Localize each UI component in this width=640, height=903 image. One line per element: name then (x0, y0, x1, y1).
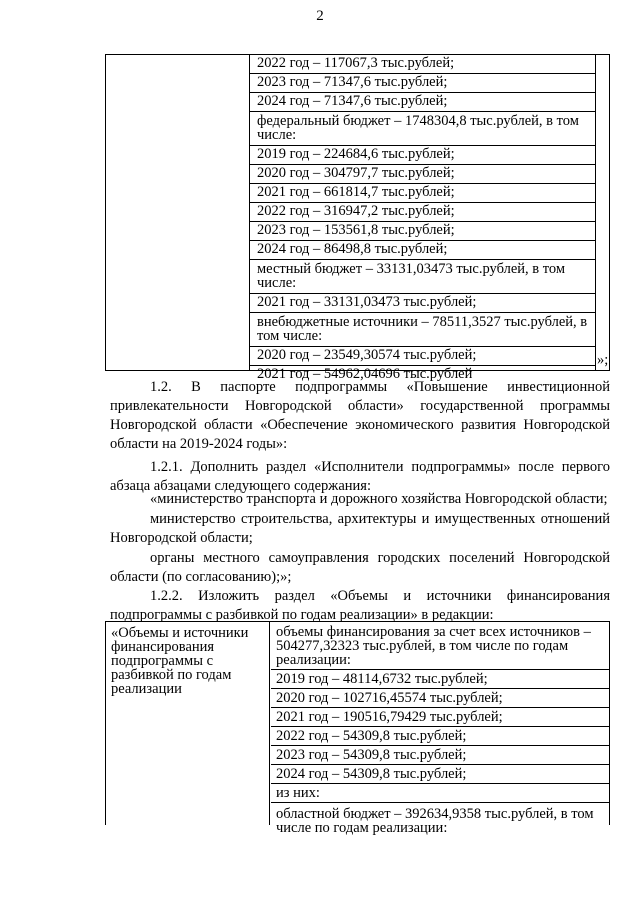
table-row: 2023 год – 153561,8 тыс.рублей; (250, 222, 595, 241)
paragraph-1-2-1: 1.2.1. Дополнить раздел «Исполнители подпрограммы» после первого абзаца абзацами следующего содержания: (110, 459, 610, 494)
table-row: внебюджетные источники – 78511,3527 тыс.рублей, в том числе: (250, 313, 595, 347)
table-value-column (250, 55, 595, 385)
paragraph-local-government: органы местного самоуправления городских поселений Новгородской области (по согласованию);»; (110, 550, 610, 585)
table-row: 2022 год – 54309,8 тыс.рублей; (271, 727, 609, 746)
table-value-column (271, 622, 609, 841)
paragraph-1-2: 1.2. В паспорте подпрограммы «Повышение инвестиционной привлекательности Новгородской области» государственной программы Новгородской области «Обеспечение экономического развития Новгородской области на 2019-2024 годы»: (110, 379, 610, 452)
financing-table-continued (105, 54, 610, 382)
page-number: 2 (316, 8, 324, 24)
table-row: объемы финансирования за счет всех источников – 504277,32323 тыс.рублей, в том числе по годам реализации: (271, 622, 609, 670)
table-column-divider (595, 55, 596, 370)
paragraph-ministry-transport: «министерство транспорта и дорожного хозяйства Новгородской области; (150, 491, 608, 507)
table-row: федеральный бюджет – 1748304,8 тыс.рублей, в том числе: (250, 112, 595, 146)
table-row: 2021 год – 190516,79429 тыс.рублей; (271, 708, 609, 727)
table-row: 2022 год – 117067,3 тыс.рублей; (250, 55, 595, 74)
table-row: местный бюджет – 33131,03473 тыс.рублей, в том числе: (250, 260, 595, 294)
table-row: 2024 год – 71347,6 тыс.рублей; (250, 93, 595, 112)
table-row: 2024 год – 86498,8 тыс.рублей; (250, 241, 595, 260)
table-row: 2021 год – 54962,04696 тыс.рублей (257, 366, 473, 382)
table-row: 2024 год – 54309,8 тыс.рублей; (271, 765, 609, 784)
table-row: областной бюджет – 392634,9358 тыс.рублей, в том числе по годам реализации: (276, 806, 594, 836)
table-row: 2020 год – 23549,30574 тыс.рублей; (250, 347, 595, 366)
table-row: 2023 год – 54309,8 тыс.рублей; (271, 746, 609, 765)
table-row: 2021 год – 661814,7 тыс.рублей; (250, 184, 595, 203)
table-row: 2019 год – 48114,6732 тыс.рублей; (271, 670, 609, 689)
table-row: 2020 год – 102716,45574 тыс.рублей; (271, 689, 609, 708)
table-row: 2021 год – 33131,03473 тыс.рублей; (250, 294, 595, 313)
table-row: 2020 год – 304797,7 тыс.рублей; (250, 165, 595, 184)
table-row: 2019 год – 224684,6 тыс.рублей; (250, 146, 595, 165)
closing-quote: »; (597, 352, 609, 368)
table-row: 2022 год – 316947,2 тыс.рублей; (250, 203, 595, 222)
table-row: 2023 год – 71347,6 тыс.рублей; (250, 74, 595, 93)
paragraph-1-2-2: 1.2.2. Изложить раздел «Объемы и источники финансирования подпрограммы с разбивкой по годам реализации» в редакции: (110, 588, 610, 623)
financing-table (105, 621, 610, 836)
table-row: из них: (271, 784, 609, 803)
table-label-cell: «Объемы и источники финансирования подпрограммы с разбивкой по годам реализации (106, 622, 270, 825)
paragraph-ministry-construction: министерство строительства, архитектуры и имущественных отношений Новгородской области; (110, 511, 610, 546)
